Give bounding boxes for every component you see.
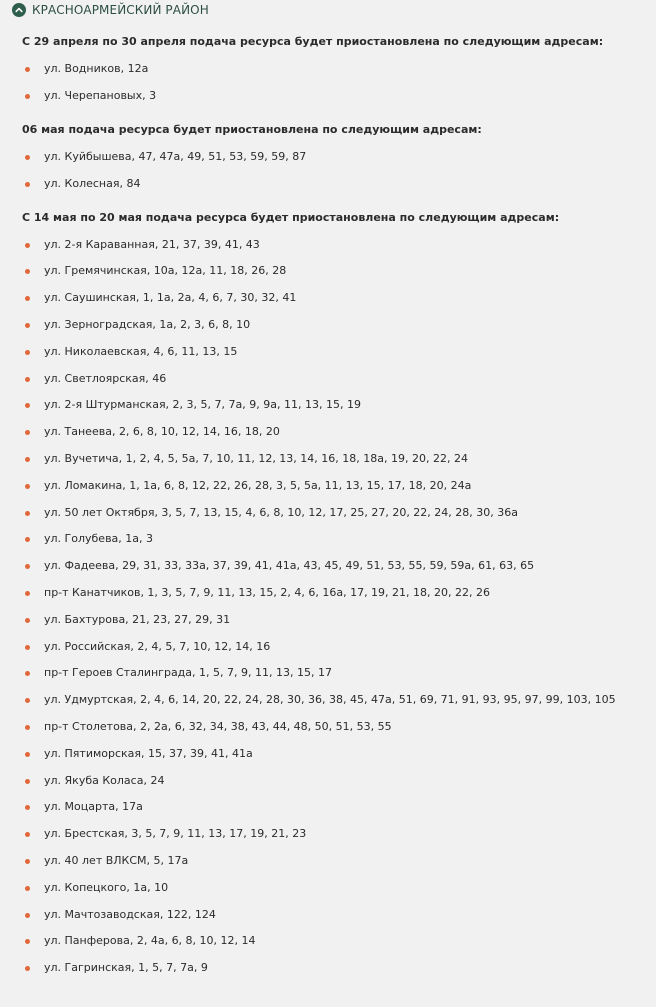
- address-item: [22, 87, 642, 105]
- address-item: [22, 557, 642, 575]
- address-text: пр-т Канатчиков, 1, 3, 5, 7, 9, 11, 13, 15, 2, 4, 6, 16а, 17, 19, 21, 18, 20, 22, 26: [44, 585, 491, 599]
- bullet-icon: [25, 939, 30, 944]
- address-item: [22, 906, 642, 924]
- address-item: [22, 450, 642, 468]
- address-item: [22, 148, 642, 166]
- address-text: ул. Водников, 12а: [44, 62, 149, 75]
- bullet-icon: [25, 537, 30, 542]
- address-item: [22, 691, 642, 709]
- address-text: ул. Гагринская, 1, 5, 7, 7а, 9: [44, 961, 208, 975]
- bullet-icon: [25, 564, 30, 569]
- bullet-icon: [25, 269, 30, 274]
- address-item: [22, 236, 642, 254]
- address-text: ул. Моцарта, 17а: [44, 800, 143, 814]
- address-item: [22, 745, 642, 763]
- address-text: ул. Мачтозаводская, 122, 124: [44, 907, 216, 921]
- address-list: [22, 148, 642, 193]
- address-text: ул. Танеева, 2, 6, 8, 10, 12, 14, 16, 18, 20: [44, 425, 280, 439]
- address-item: [22, 504, 642, 522]
- bullet-icon: [25, 725, 30, 730]
- address-text: ул. Ломакина, 1, 1а, 6, 8, 12, 22, 26, 28, 3, 5, 5а, 11, 13, 15, 17, 18, 20, 24а: [44, 478, 472, 492]
- address-item: [22, 664, 642, 682]
- district-title: КРАСНОАРМЕЙСКИЙ РАЙОН: [32, 3, 209, 17]
- bullet-icon: [25, 913, 30, 918]
- address-text: ул. Российская, 2, 4, 5, 7, 10, 12, 14, 16: [44, 639, 271, 653]
- address-text: ул. Черепановых, 3: [44, 88, 157, 102]
- bullet-icon: [25, 645, 30, 650]
- address-text: ул. Вучетича, 1, 2, 4, 5, 5а, 7, 10, 11, 12, 13, 14, 16, 18, 18а, 19, 20, 22, 24: [44, 451, 468, 465]
- bullet-icon: [25, 511, 30, 516]
- address-text: ул. Удмуртская, 2, 4, 6, 14, 20, 22, 24, 28, 30, 36, 38, 45, 47а, 51, 69, 71, 91, 93, 95, 97, 99, 103, 105: [44, 693, 616, 707]
- address-item: [22, 638, 642, 656]
- address-item: [22, 959, 642, 977]
- address-item: [22, 584, 642, 602]
- outage-section: [22, 121, 642, 193]
- bullet-icon: [25, 966, 30, 971]
- address-item: [22, 530, 642, 548]
- address-item: [22, 879, 642, 897]
- bullet-icon: [25, 350, 30, 355]
- address-text: ул. Голубева, 1а, 3: [44, 532, 154, 546]
- address-text: ул. Брестская, 3, 5, 7, 9, 11, 13, 17, 19, 21, 23: [44, 827, 307, 841]
- address-list: [22, 236, 642, 978]
- address-text: ул. Якуба Коласа, 24: [44, 773, 165, 787]
- bullet-icon: [25, 859, 30, 864]
- bullet-icon: [25, 457, 30, 462]
- address-text: ул. 40 лет ВЛКСМ, 5, 17а: [44, 853, 189, 867]
- bullet-icon: [25, 94, 30, 99]
- address-item: [22, 396, 642, 414]
- address-text: пр-т Героев Сталинграда, 1, 5, 7, 9, 11, 13, 15, 17: [44, 666, 332, 680]
- address-item: [22, 343, 642, 361]
- address-item: [22, 477, 642, 495]
- address-item: [22, 262, 642, 280]
- bullet-icon: [25, 671, 30, 676]
- bullet-icon: [25, 484, 30, 489]
- address-text: ул. Светлоярская, 46: [44, 371, 167, 385]
- bullet-icon: [25, 591, 30, 596]
- address-text: ул. Бахтурова, 21, 23, 27, 29, 31: [44, 612, 231, 626]
- bullet-icon: [25, 752, 30, 757]
- bullet-icon: [25, 67, 30, 72]
- address-item: [22, 175, 642, 193]
- address-text: ул. Зерноградская, 1а, 2, 3, 6, 8, 10: [44, 317, 251, 331]
- bullet-icon: [25, 323, 30, 328]
- bullet-icon: [25, 698, 30, 703]
- address-text: ул. Колесная, 84: [44, 176, 141, 190]
- address-item: [22, 932, 642, 950]
- section-heading: С 29 апреля по 30 апреля подача ресурса будет приостановлена по следующим адресам:: [22, 35, 604, 48]
- bullet-icon: [25, 832, 30, 837]
- bullet-icon: [25, 618, 30, 623]
- address-item: [22, 772, 642, 790]
- bullet-icon: [25, 377, 30, 382]
- address-item: [22, 852, 642, 870]
- bullet-icon: [25, 155, 30, 160]
- section-heading: С 14 мая по 20 мая подача ресурса будет приостановлена по следующим адресам:: [22, 210, 560, 224]
- bullet-icon: [25, 243, 30, 248]
- address-item: [22, 423, 642, 441]
- bullet-icon: [25, 403, 30, 408]
- address-item: [22, 798, 642, 816]
- outage-section: [22, 209, 642, 978]
- bullet-icon: [25, 886, 30, 891]
- address-item: [22, 611, 642, 629]
- district-toggle[interactable]: [12, 0, 209, 20]
- bullet-icon: [25, 182, 30, 187]
- address-item: [22, 289, 642, 307]
- address-list: [22, 60, 642, 105]
- address-text: ул. 2-я Караванная, 21, 37, 39, 41, 43: [44, 237, 260, 251]
- bullet-icon: [25, 430, 30, 435]
- address-text: ул. Копецкого, 1а, 10: [44, 880, 169, 894]
- bullet-icon: [25, 296, 30, 301]
- outage-content: [22, 33, 642, 993]
- address-item: [22, 825, 642, 843]
- address-text: ул. Панферова, 2, 4а, 6, 8, 10, 12, 14: [44, 934, 256, 948]
- address-text: ул. 2-я Штурманская, 2, 3, 5, 7, 7а, 9, 9а, 11, 13, 15, 19: [44, 398, 361, 412]
- address-text: ул. 50 лет Октября, 3, 5, 7, 13, 15, 4, 6, 8, 10, 12, 17, 25, 27, 20, 22, 24, 28, 30, 36а: [44, 505, 519, 519]
- address-item: [22, 316, 642, 334]
- address-text: ул. Фадеева, 29, 31, 33, 33а, 37, 39, 41, 41а, 43, 45, 49, 51, 53, 55, 59, 59а, 61, 63, 65: [44, 559, 535, 573]
- address-text: ул. Гремячинская, 10а, 12а, 11, 18, 26, 28: [44, 264, 287, 278]
- outage-section: [22, 33, 642, 105]
- address-text: ул. Саушинская, 1, 1а, 2а, 4, 6, 7, 30, 32, 41: [44, 291, 297, 305]
- bullet-icon: [25, 779, 30, 784]
- section-heading: 06 мая подача ресурса будет приостановлена по следующим адресам:: [22, 122, 482, 136]
- bullet-icon: [25, 805, 30, 810]
- address-item: [22, 718, 642, 736]
- address-text: пр-т Столетова, 2, 2а, 6, 32, 34, 38, 43, 44, 48, 50, 51, 53, 55: [44, 719, 392, 733]
- address-text: ул. Куйбышева, 47, 47а, 49, 51, 53, 59, 59, 87: [44, 149, 307, 163]
- chevron-up-icon: [12, 3, 26, 17]
- address-text: ул. Николаевская, 4, 6, 11, 13, 15: [44, 344, 238, 358]
- address-item: [22, 60, 642, 78]
- address-item: [22, 370, 642, 388]
- address-text: ул. Пятиморская, 15, 37, 39, 41, 41а: [44, 746, 253, 760]
